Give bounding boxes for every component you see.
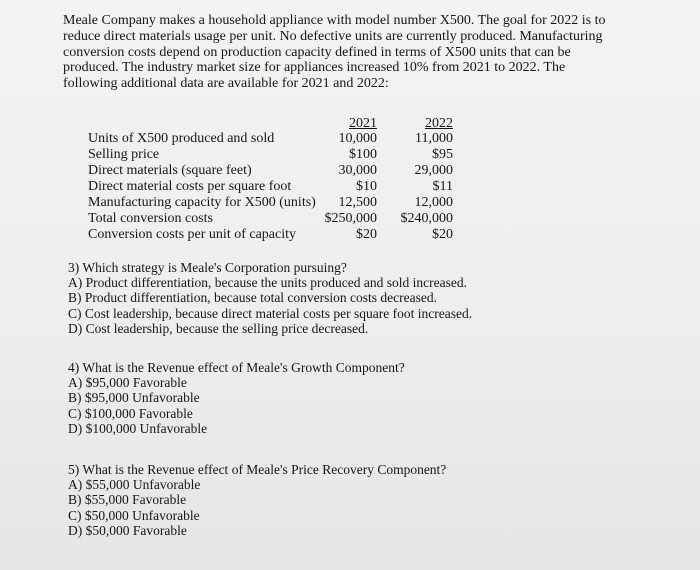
cell-2021: $20 — [356, 227, 377, 242]
cell-2022: $240,000 — [400, 211, 453, 226]
question-text: 3) Which strategy is Meale's Corporation pursuing? — [68, 260, 347, 275]
answer-option: D) Cost leadership, because the selling price decreased. — [68, 320, 369, 336]
intro-line: reduce direct materials usage per unit. No defective units are currently produced. Manufacturing — [63, 28, 603, 44]
cell-2022: $20 — [432, 227, 453, 242]
column-header-2022: 2022 — [425, 116, 453, 131]
answer-option: D) $50,000 Favorable — [68, 522, 187, 538]
question-5 — [68, 462, 446, 538]
intro-line: Meale Company makes a household appliance with model number X500. The goal for 2022 is to — [63, 13, 606, 28]
cell-2021: 30,000 — [338, 163, 377, 178]
row-label: Selling price — [88, 147, 160, 162]
cell-2021: $100 — [349, 147, 377, 162]
answer-option: A) $55,000 Unfavorable — [68, 477, 201, 493]
answer-option: D) $100,000 Unfavorable — [68, 420, 208, 436]
question-text: 5) What is the Revenue effect of Meale's Price Recovery Component? — [68, 462, 447, 477]
cell-2022: 12,000 — [414, 195, 453, 210]
answer-option: B) $95,000 Unfavorable — [68, 390, 200, 406]
question-4 — [68, 360, 405, 436]
row-label: Units of X500 produced and sold — [88, 131, 275, 146]
answer-option: C) $50,000 Unfavorable — [68, 507, 200, 523]
answer-option: A) Product differentiation, because the units produced and sold increased. — [68, 275, 468, 291]
column-header-2021: 2021 — [349, 116, 377, 131]
row-label: Manufacturing capacity for X500 (units) — [88, 195, 316, 210]
cell-2022: $11 — [432, 179, 453, 194]
cell-2021: $10 — [356, 179, 377, 194]
cell-2022: 29,000 — [414, 163, 453, 178]
row-label: Conversion costs per unit of capacity — [88, 227, 297, 242]
question-text: 4) What is the Revenue effect of Meale's Growth Component? — [68, 360, 405, 375]
answer-option: C) $100,000 Favorable — [68, 405, 193, 421]
row-label: Total conversion costs — [88, 211, 213, 226]
intro-line: produced. The industry market size for appliances increased 10% from 2021 to 2022. The — [63, 60, 566, 76]
row-label: Direct material costs per square foot — [88, 179, 292, 194]
cell-2021: 10,000 — [338, 131, 377, 146]
row-label: Direct materials (square feet) — [88, 163, 252, 178]
answer-option: B) Product differentiation, because total conversion costs decreased. — [68, 290, 438, 306]
intro-line: following additional data are available for 2021 and 2022: — [63, 76, 389, 92]
cell-2022: $95 — [432, 147, 453, 162]
answer-option: A) $95,000 Favorable — [68, 375, 187, 391]
cell-2021: 12,500 — [338, 195, 377, 210]
answer-option: B) $55,000 Favorable — [68, 492, 187, 508]
question-3 — [68, 260, 472, 336]
intro-line: conversion costs depend on production capacity defined in terms of X500 units that can be — [63, 44, 571, 60]
cell-2022: 11,000 — [415, 131, 453, 146]
cell-2021: $250,000 — [324, 211, 377, 226]
data-table — [0, 0, 700, 260]
answer-option: C) Cost leadership, because direct material costs per square foot increased. — [68, 305, 473, 321]
